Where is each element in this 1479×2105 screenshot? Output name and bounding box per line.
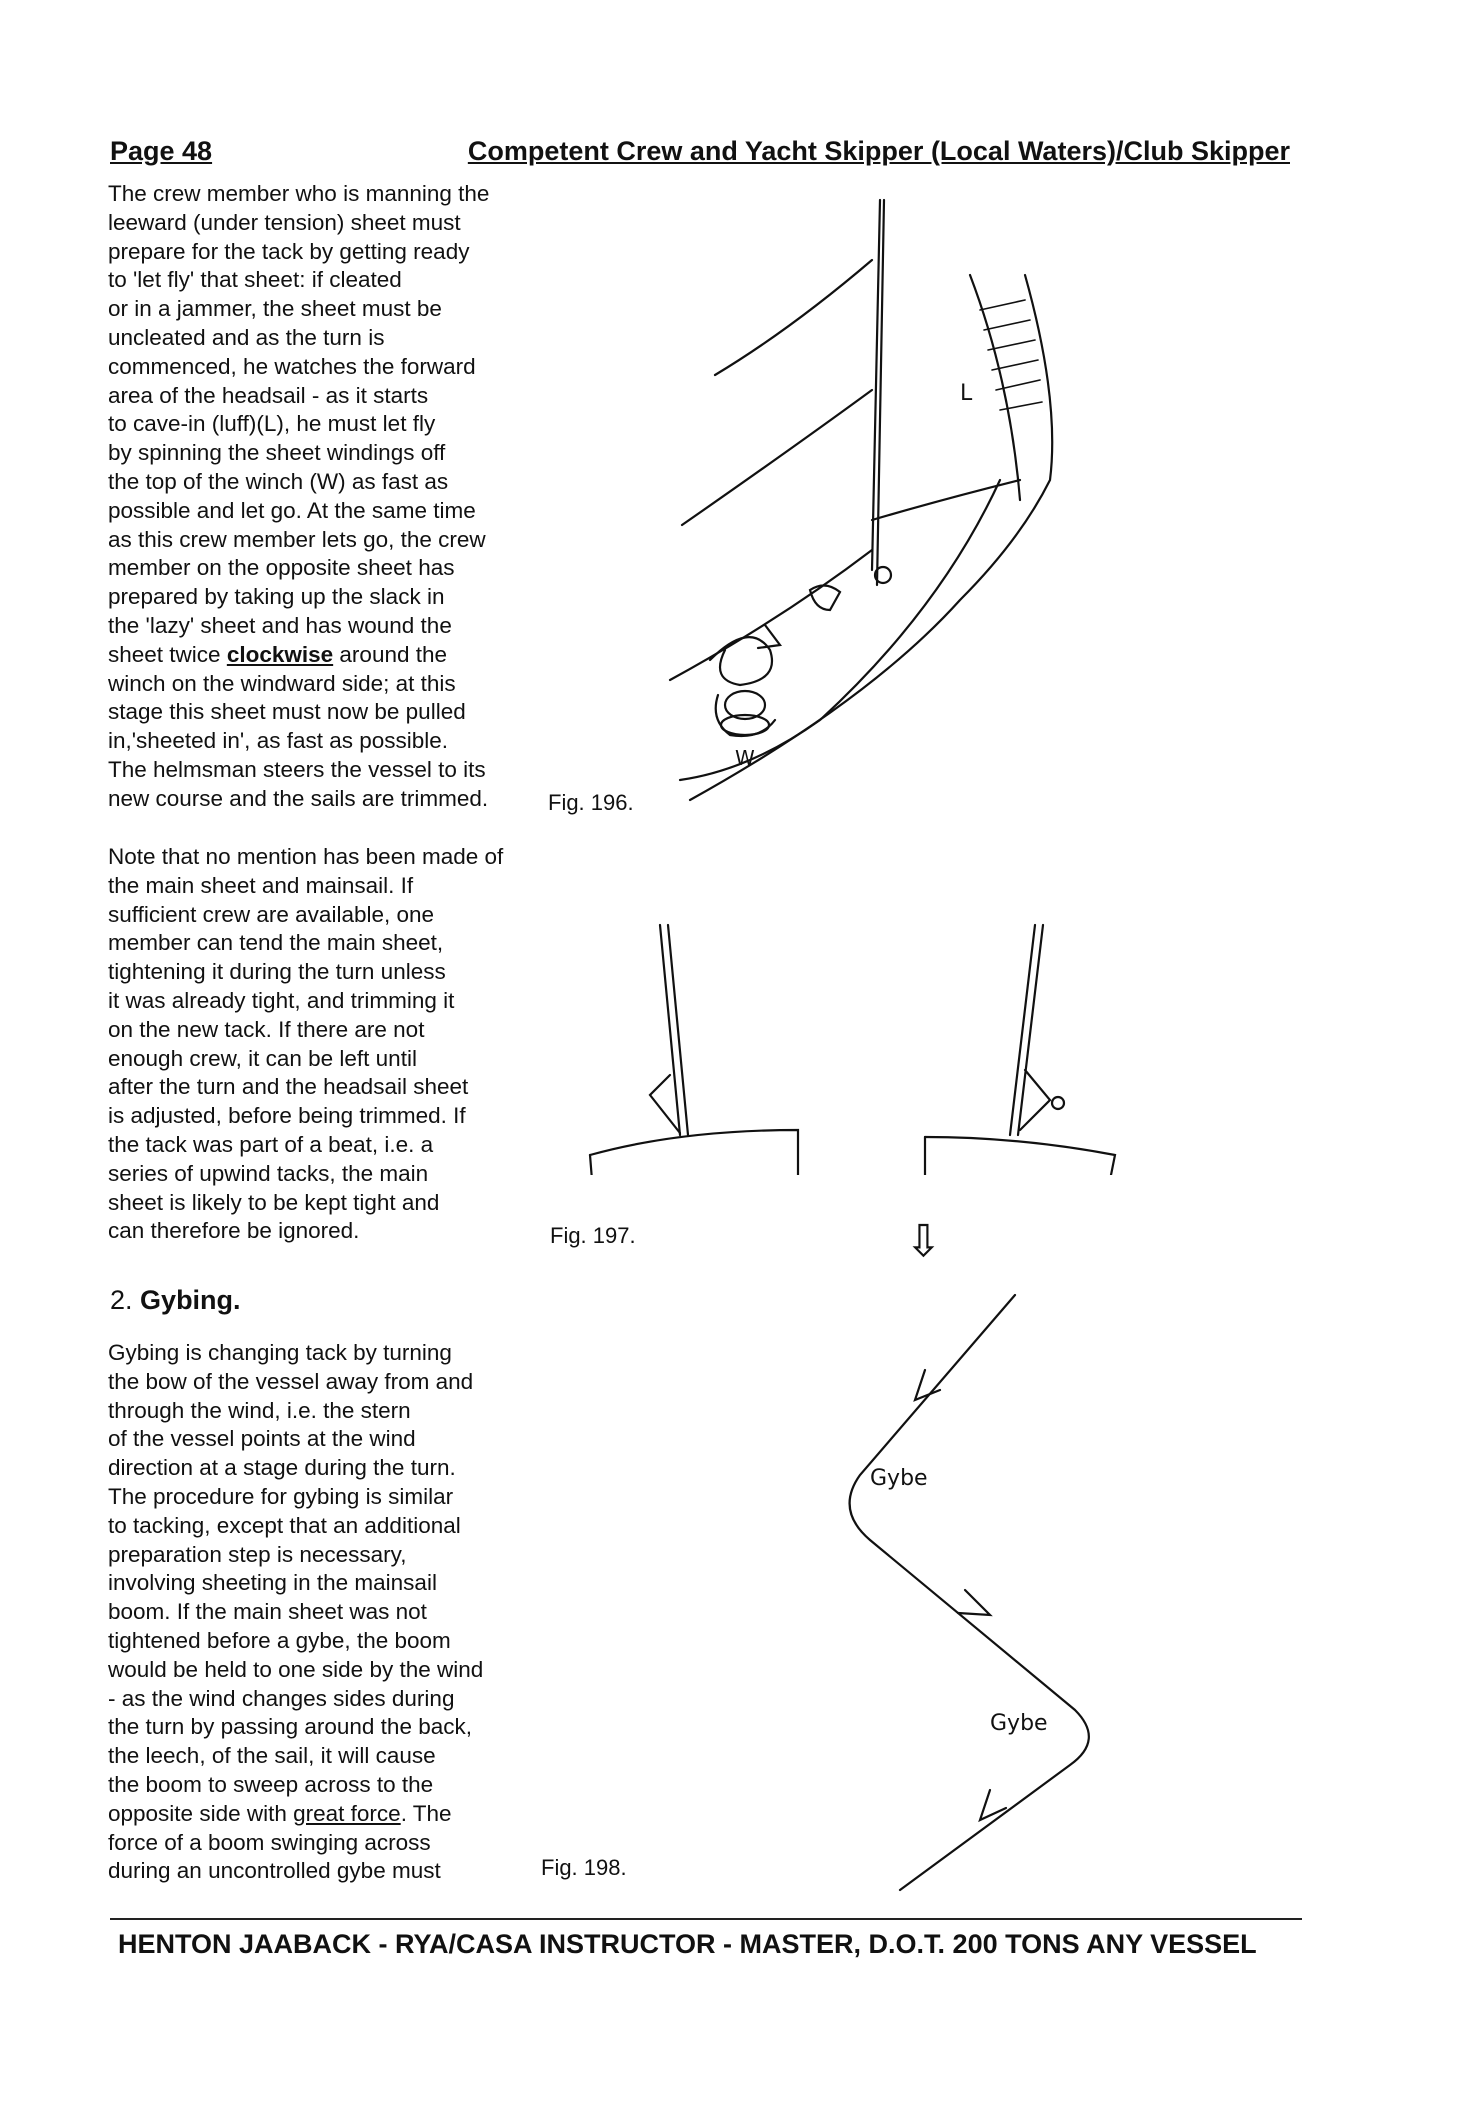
footer-rule bbox=[110, 1918, 1302, 1920]
book-title: Competent Crew and Yacht Skipper (Local Waters)/Club Skipper bbox=[467, 136, 1290, 166]
text-line: preparation step is necessary, bbox=[108, 1541, 407, 1567]
text-line: is adjusted, before being trimmed. If bbox=[108, 1103, 466, 1129]
course-line bbox=[850, 1295, 1089, 1890]
page-header bbox=[110, 136, 1290, 166]
text-line: the tack was part of a beat, i.e. a bbox=[108, 1131, 434, 1157]
gybe-label: Gybe bbox=[870, 1466, 928, 1491]
text-line: new course and the sails are trimmed. bbox=[108, 785, 489, 811]
fig198-gybe-course bbox=[830, 1285, 1140, 1900]
text-line: prepared by taking up the slack in bbox=[108, 584, 445, 610]
text-line: by spinning the sheet windings off bbox=[108, 440, 446, 466]
lead-block bbox=[810, 585, 840, 610]
luff-hatching bbox=[980, 300, 1042, 410]
text-line: boom. If the main sheet was not bbox=[108, 1599, 427, 1625]
text-line: to cave-in (luff)(L), he must let fly bbox=[108, 411, 436, 437]
text-line: member can tend the main sheet, bbox=[108, 930, 444, 956]
sheet-line bbox=[715, 260, 872, 375]
section-title: Gybing. bbox=[140, 1285, 241, 1315]
fig198-caption: Fig. 198. bbox=[541, 1855, 627, 1880]
text-line: of the vessel points at the wind bbox=[108, 1426, 416, 1452]
text-fragment: opposite side with bbox=[108, 1800, 287, 1826]
paragraph-tacking bbox=[108, 180, 553, 814]
text-line: the leech, of the sail, it will cause bbox=[108, 1743, 436, 1769]
headsail-curve bbox=[690, 275, 1052, 800]
text-line: can therefore be ignored. bbox=[108, 1218, 360, 1244]
text-line: leeward (under tension) sheet must bbox=[108, 209, 461, 235]
fig197-caption: Fig. 197. bbox=[550, 1223, 636, 1248]
text-line: member on the opposite sheet has bbox=[108, 555, 455, 581]
text-line: in,'sheeted in', as fast as possible. bbox=[108, 728, 449, 754]
text-line: uncleated and as the turn is bbox=[108, 324, 385, 350]
text-line: the 'lazy' sheet and has wound the bbox=[108, 612, 452, 638]
text-line: series of upwind tacks, the main bbox=[108, 1160, 429, 1186]
text-line: to tacking, except that an additional bbox=[108, 1512, 461, 1538]
text-line: area of the headsail - as it starts bbox=[108, 382, 429, 408]
boom-end bbox=[1052, 1097, 1064, 1109]
paragraph-gybing bbox=[108, 1339, 553, 1886]
text-fragment: sheet twice bbox=[108, 641, 221, 667]
emphasis-clockwise: clockwise bbox=[226, 641, 334, 667]
text-line: commenced, he watches the forward bbox=[108, 353, 476, 379]
text-line: direction at a stage during the turn. bbox=[108, 1455, 456, 1481]
text-fragment: around the bbox=[339, 641, 448, 667]
text-line: prepare for the tack by getting ready bbox=[108, 238, 470, 264]
page-number: Page 48 bbox=[110, 136, 213, 166]
spin-arrowhead bbox=[758, 625, 780, 648]
text-line: through the wind, i.e. the stern bbox=[108, 1397, 411, 1423]
text-line: involving sheeting in the mainsail bbox=[108, 1570, 437, 1596]
fig196-caption: Fig. 196. bbox=[548, 790, 634, 815]
text-line: the top of the winch (W) as fast as bbox=[108, 468, 449, 494]
text-line: after the turn and the headsail sheet bbox=[108, 1074, 469, 1100]
text-line bbox=[108, 1800, 553, 1829]
text-line: - as the wind changes sides during bbox=[108, 1685, 455, 1711]
text-line: the boom to sweep across to the bbox=[108, 1771, 434, 1797]
text-line: would be held to one side by the wind bbox=[108, 1656, 484, 1682]
down-arrow-icon: ⇩ bbox=[905, 1217, 942, 1266]
text-line: tightening it during the turn unless bbox=[108, 959, 446, 985]
text-line bbox=[108, 641, 553, 670]
text-line: tightened before a gybe, the boom bbox=[108, 1627, 451, 1653]
text-line: The crew member who is manning the bbox=[108, 181, 490, 206]
text-line: as this crew member lets go, the crew bbox=[108, 526, 486, 552]
fig197-boom-diagram bbox=[580, 915, 1140, 1175]
paragraph-mainsheet-note bbox=[108, 843, 553, 1246]
gybe-label: Gybe bbox=[990, 1711, 1048, 1736]
text-line: it was already tight, and trimming it bbox=[108, 987, 455, 1013]
text-line: the main sheet and mainsail. If bbox=[108, 872, 414, 898]
section-heading bbox=[110, 1285, 241, 1316]
text-line: sufficient crew are available, one bbox=[108, 901, 435, 927]
text-fragment: . The bbox=[400, 1800, 452, 1826]
emphasis-great-force: great force bbox=[293, 1800, 401, 1826]
text-line: winch on the windward side; at this bbox=[108, 670, 456, 696]
page-footer: HENTON JAABACK - RYA/CASA INSTRUCTOR - MASTER, D.O.T. 200 TONS ANY VESSEL bbox=[118, 1929, 1257, 1959]
hull-line bbox=[925, 1137, 1115, 1175]
text-line: to 'let fly' that sheet: if cleated bbox=[108, 267, 402, 293]
text-line: force of a boom swinging across bbox=[108, 1829, 431, 1855]
text-line: sheet is likely to be kept tight and bbox=[108, 1189, 440, 1215]
label-L: L bbox=[960, 381, 973, 406]
fig196-tacking-diagram bbox=[640, 180, 1120, 820]
hull-line bbox=[590, 1155, 592, 1175]
text-line: Note that no mention has been made of bbox=[108, 844, 504, 869]
text-line: enough crew, it can be left until bbox=[108, 1045, 417, 1071]
text-line: the bow of the vessel away from and bbox=[108, 1368, 474, 1394]
headsail-leech bbox=[970, 275, 1020, 500]
text-line: possible and let go. At the same time bbox=[108, 497, 476, 523]
text-line: Gybing is changing tack by turning bbox=[108, 1340, 452, 1365]
hull-line bbox=[590, 1130, 798, 1175]
text-line: The procedure for gybing is similar bbox=[108, 1483, 454, 1509]
section-number: 2. bbox=[110, 1285, 133, 1315]
text-line: or in a jammer, the sheet must be bbox=[108, 296, 442, 322]
boom-line bbox=[872, 480, 1020, 520]
headsail-foot bbox=[680, 480, 1000, 780]
text-line: stage this sheet must now be pulled bbox=[108, 699, 466, 725]
text-line: during an uncontrolled gybe must bbox=[108, 1858, 441, 1884]
text-line: on the new tack. If there are not bbox=[108, 1016, 425, 1042]
text-line: The helmsman steers the vessel to its bbox=[108, 756, 486, 782]
text-line: the turn by passing around the back, bbox=[108, 1714, 472, 1740]
sheet-line bbox=[682, 390, 872, 525]
spin-arrow bbox=[710, 637, 772, 685]
course-arrow bbox=[958, 1590, 990, 1615]
label-W: W bbox=[735, 746, 755, 770]
